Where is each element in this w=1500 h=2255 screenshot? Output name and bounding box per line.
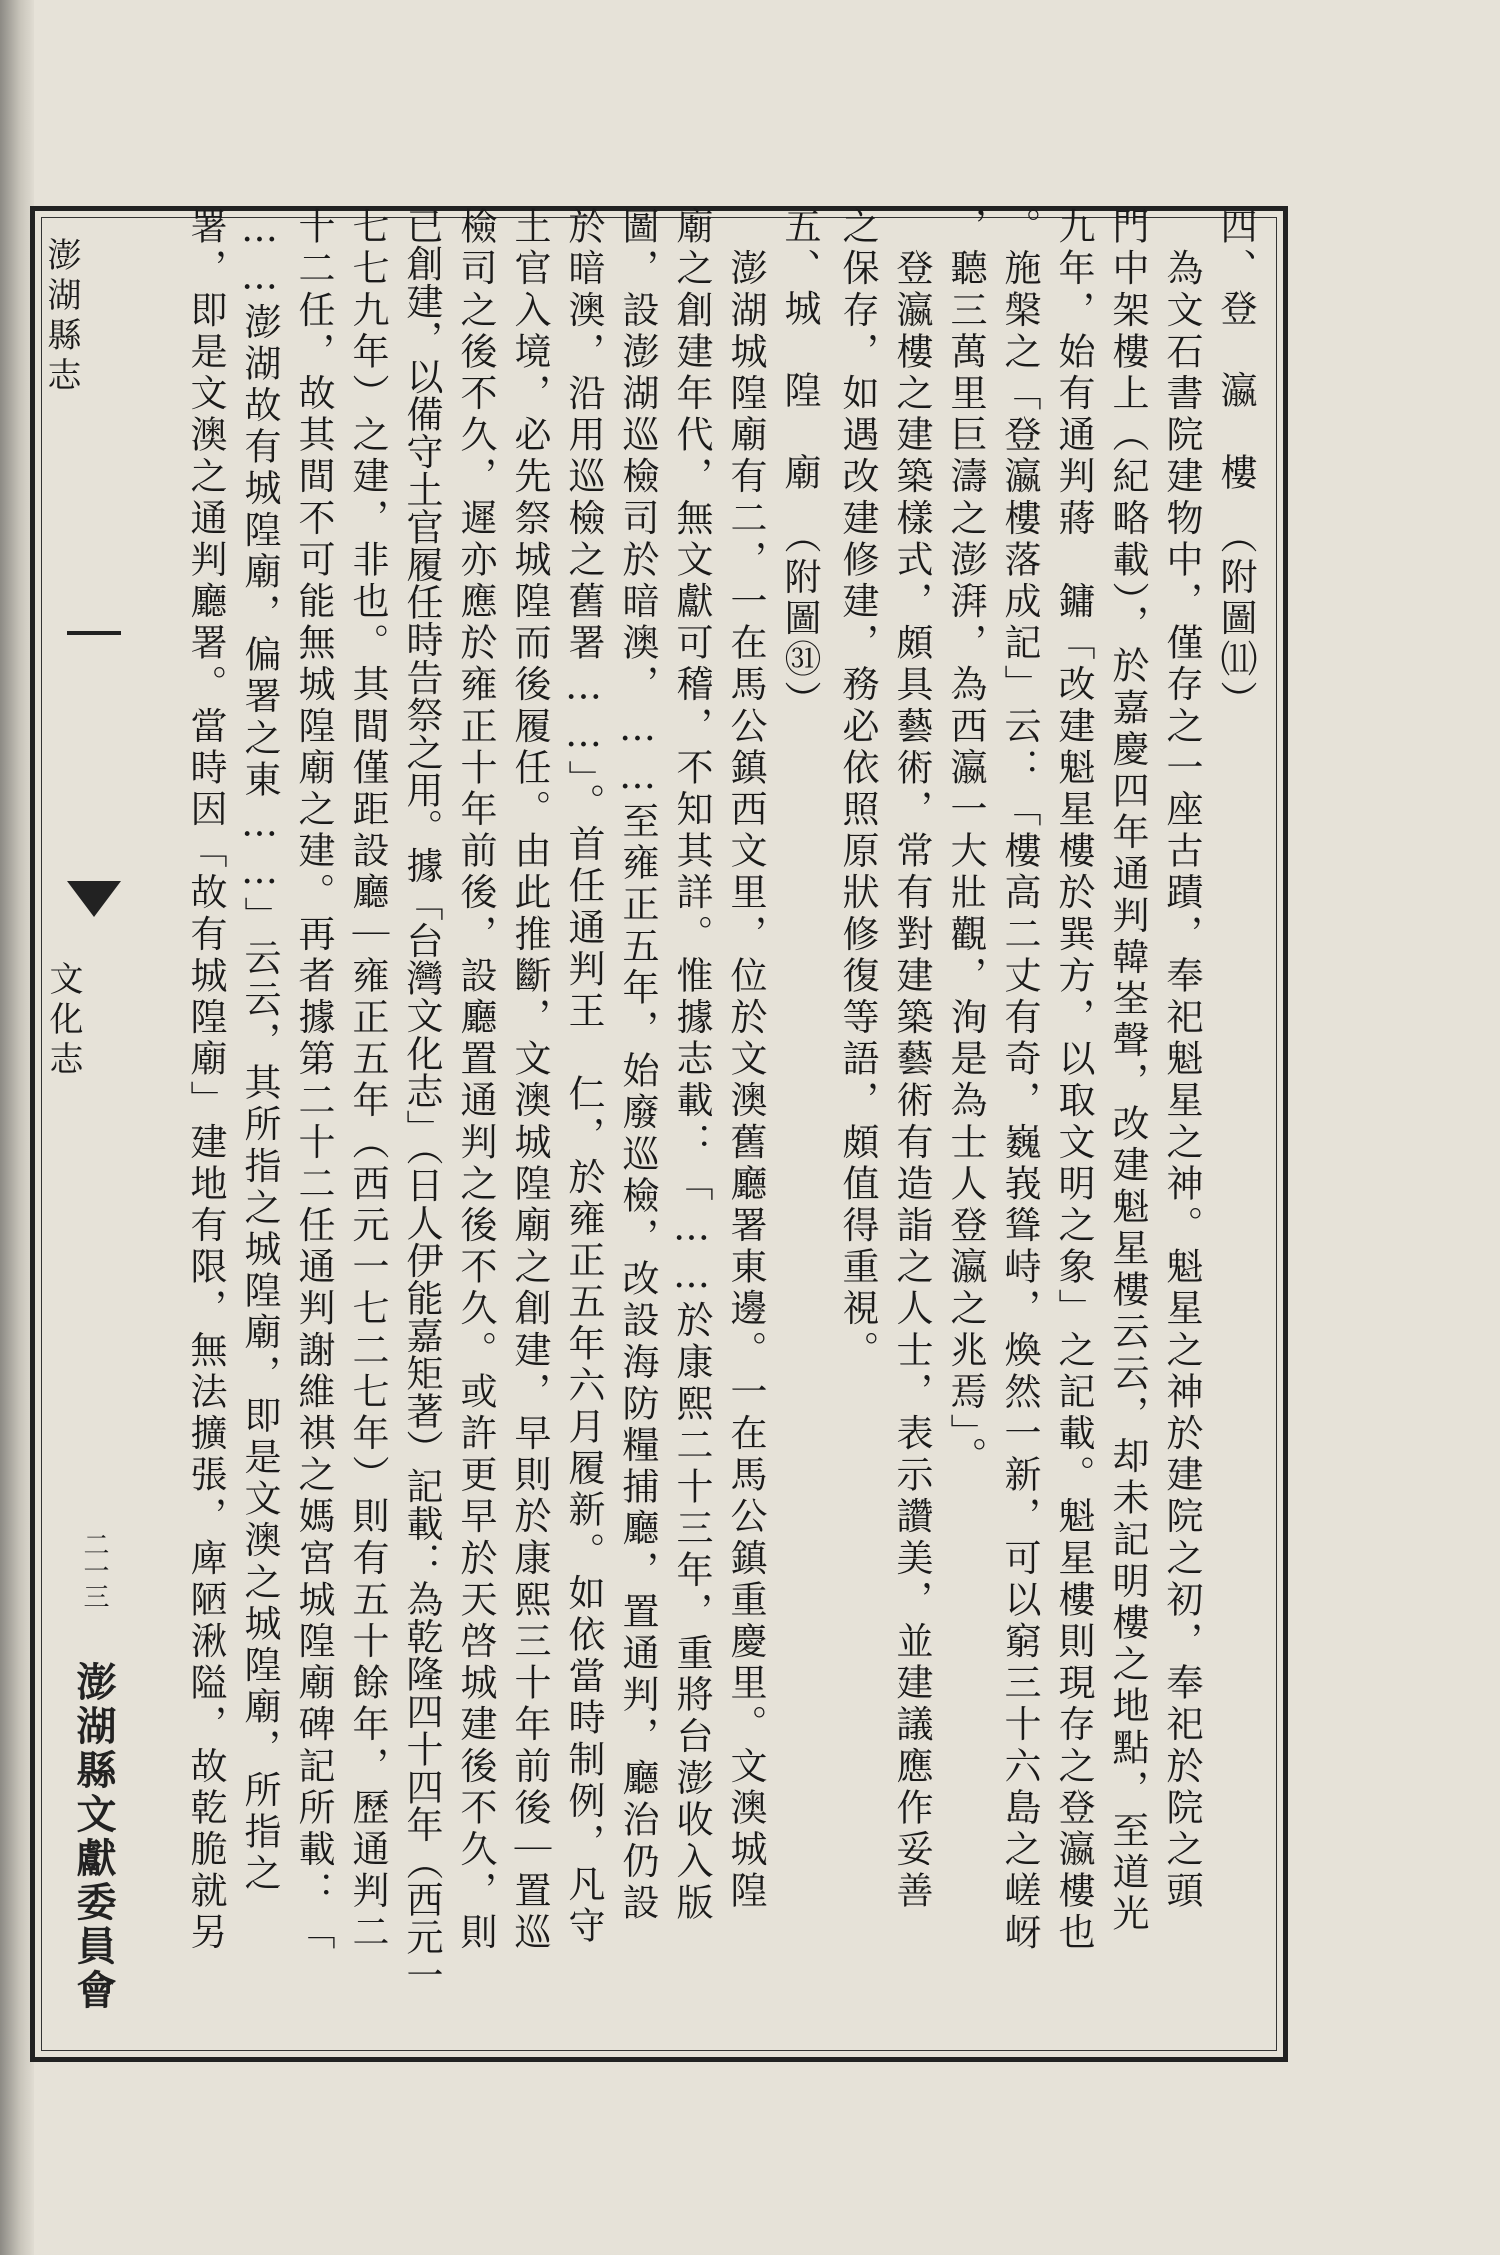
text-column: 廟之創建年代，無文獻可稽，不知其詳。惟據志載：「……於康熙二十三年，重將台澎收入版 bbox=[670, 207, 713, 1925]
page-number: 二一三 bbox=[79, 1531, 109, 1609]
text-column: 澎湖城隍廟有二，一在馬公鎮西文里，位於文澳舊廳署東邊。一在馬公鎮重慶里。文澳城隍 bbox=[724, 207, 767, 1913]
text-column: 九年，始有通判蔣 鏞「改建魁星樓於巽方，以取文明之象」之記載。魁星樓則現存之登瀛樓也 bbox=[1052, 207, 1095, 1955]
text-column: 之保存，如遇改建修建，務必依照原狀修復等語，頗值得重視。 bbox=[836, 207, 879, 1372]
running-head-book-title: 澎湖縣志 bbox=[41, 237, 81, 397]
text-column: 於暗澳，沿用巡檢之舊署……」。首任通判王 仁，於雍正五年六月履新。如依當時制例，凡守 bbox=[562, 207, 605, 1948]
text-column: 已創建，以備守土官履任時告祭之用。據「台灣文化志」（日人伊能嘉矩著）記載：為乾隆四十四年（西元一 bbox=[400, 207, 443, 1994]
book-binding bbox=[0, 0, 34, 2255]
text-column: 。施槃之「登瀛樓落成記」云：「樓高二丈有奇，巍峩聳峙，煥然一新，可以窮三十六島之嵯岈 bbox=[998, 207, 1041, 1955]
header-divider bbox=[67, 631, 121, 635]
text-column: 檢司之後不久，遲亦應於雍正十年前後，設廳置通判之後不久。或許更早於天啓城建後不久，則 bbox=[454, 207, 497, 1955]
text-column: ，聽三萬里巨濤之澎湃，為西瀛一大壯觀，洵是為士人登瀛之兆焉」。 bbox=[944, 207, 987, 1479]
text-column: 十二任，故其間不可能無城隍廟之建。再者據第二十二任通判謝維祺之媽宮城隍廟碑記所載：「 bbox=[292, 207, 335, 1955]
running-head-section: 文化志 bbox=[43, 961, 83, 1081]
text-column: 土官入境，必先祭城隍而後履任。由此推斷，文澳城隍廟之創建，早則於康熙三十年前後｜置巡 bbox=[508, 207, 551, 1955]
publisher-imprint: 澎湖縣文獻委員會 bbox=[70, 1661, 117, 2013]
text-column: 門中架樓上（紀略載），於嘉慶四年通判韓峑聲，改建魁星樓云云，却未記明樓之地點，至道光 bbox=[1106, 207, 1149, 1936]
header-ornament bbox=[67, 881, 121, 917]
heading-city-god-temple: 五、城 隍 廟 （附圖㉛） bbox=[778, 207, 821, 722]
text-column: 圖，設澎湖巡檢司於暗澳，……至雍正五年，始廢巡檢，改設海防糧捕廳，置通判，廳治仍設 bbox=[616, 207, 659, 1925]
heading-dengying-tower: 四、登 瀛 樓 （附圖⑾） bbox=[1214, 207, 1257, 722]
text-column: 七七九年）之建，非也。其間僅距設廳｜雍正五年（西元一七二七年）則有五十餘年，歷通判二 bbox=[346, 207, 389, 1955]
page-frame bbox=[30, 206, 1288, 2062]
text-column: 為文石書院建物中，僅存之一座古蹟，奉祀魁星之神。魁星之神於建院之初，奉祀於院之頭 bbox=[1160, 207, 1203, 1913]
text-column: 登瀛樓之建築樣式，頗具藝術，常有對建築藝術有造詣之人士，表示讚美，並建議應作妥善 bbox=[890, 207, 933, 1913]
text-column: 署，即是文澳之通判廳署。當時因「故有城隍廟」建地有限，無法擴張，庳陋湫隘，故乾脆就另 bbox=[184, 207, 227, 1955]
text-column: ……澎湖故有城隍廟，偏署之東……」云云，其所指之城隍廟，即是文澳之城隍廟，所指之 bbox=[238, 207, 281, 1895]
